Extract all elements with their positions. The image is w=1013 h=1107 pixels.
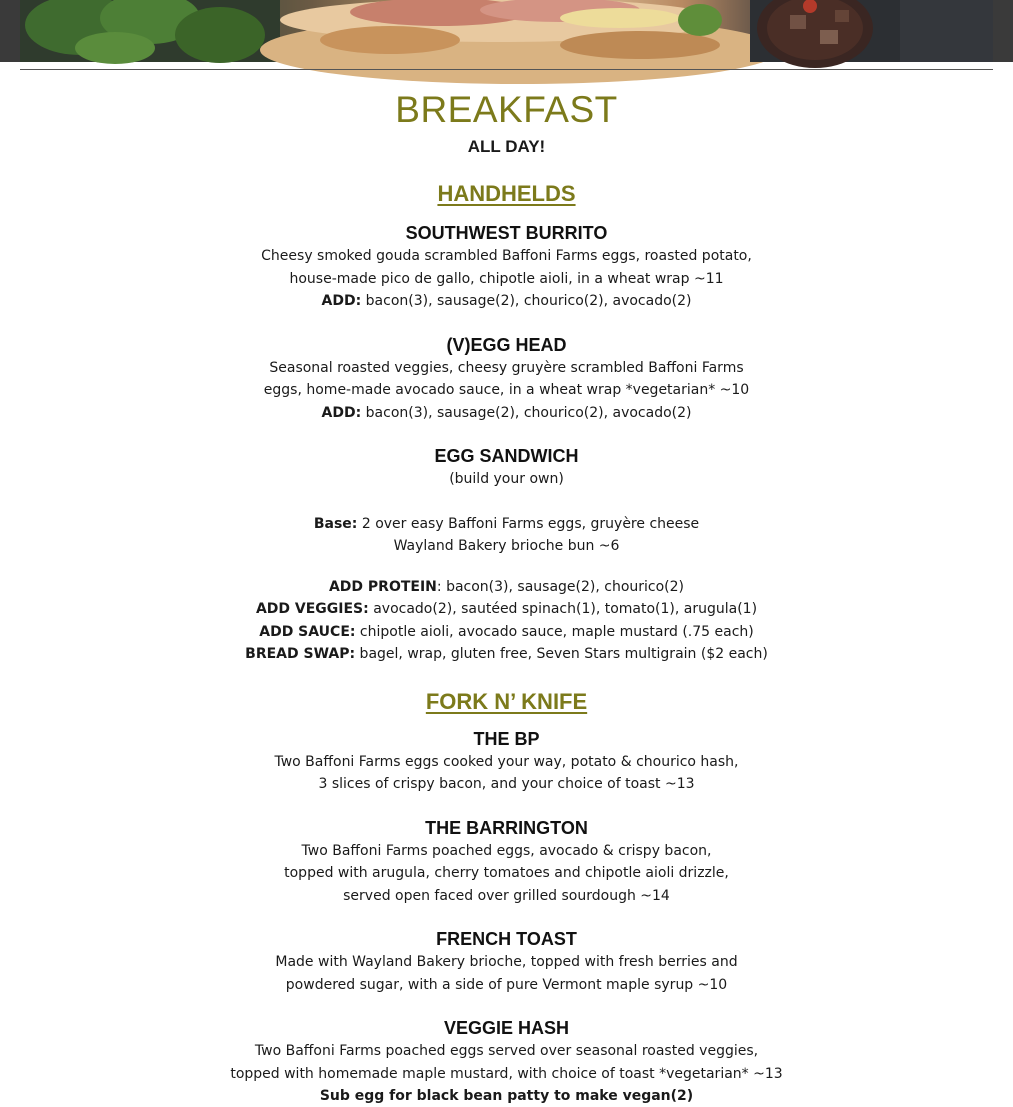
item-name: EGG SANDWICH <box>434 446 579 466</box>
add-veggies-text: avocado(2), sautéed spinach(1), tomato(1), arugula(1) <box>368 601 758 617</box>
item-description: Made with Wayland Bakery brioche, topped with fresh berries and <box>275 954 738 970</box>
sandwich-base-bun: Wayland Bakery brioche bun ~6 <box>393 538 620 554</box>
item-name: THE BARRINGTON <box>425 817 588 838</box>
add-sauce-label: ADD SAUCE: <box>259 623 356 640</box>
addons-label: ADD: <box>321 293 362 309</box>
addons-label: ADD: <box>321 404 362 421</box>
item-name: (V)EGG HEAD <box>446 334 567 355</box>
add-sauce-text: chipotle aioli, avocado sauce, maple mustard (.75 each) <box>355 623 754 640</box>
sandwich-base <box>0 513 1013 536</box>
item-addons <box>0 290 1013 313</box>
item-description: Cheesy smoked gouda scrambled Baffoni Farms eggs, roasted potato, <box>261 248 752 264</box>
menu-item-french-toast <box>0 927 1013 996</box>
page-edge-right <box>993 0 1013 62</box>
menu-item-southwest-burrito <box>0 221 1013 313</box>
hero-food-photo <box>20 0 993 62</box>
section-heading-fork-n-knife: FORK N’ KNIFE <box>425 688 588 714</box>
divider-rule <box>20 69 993 70</box>
item-description: topped with arugula, cherry tomatoes and chipotle aioli drizzle, <box>284 865 729 881</box>
item-name: VEGGIE HASH <box>443 1018 570 1038</box>
item-description: powdered sugar, with a side of pure Vermont maple syrup ~10 <box>285 976 728 993</box>
item-description: Seasonal roasted veggies, cheesy gruyère scrambled Baffoni Farms <box>269 359 744 376</box>
add-protein-text: : bacon(3), sausage(2), chourico(2) <box>436 578 685 595</box>
add-protein-label: ADD PROTEIN <box>328 578 437 595</box>
bread-swap <box>0 643 1013 666</box>
page-edge-left <box>0 0 20 62</box>
vegan-substitution-note: Sub egg for black bean patty to make vegan(2) <box>319 1088 694 1104</box>
menu-item-egg-head <box>0 333 1013 425</box>
menu-item-egg-sandwich <box>0 444 1013 666</box>
item-description: 3 slices of crispy bacon, and your choice of toast ~13 <box>318 776 695 792</box>
menu-title: BREAKFAST <box>395 89 618 130</box>
base-label: Base: <box>313 515 358 532</box>
item-addons <box>0 402 1013 425</box>
item-description: topped with homemade maple mustard, with choice of toast *vegetarian* ~13 <box>230 1065 783 1082</box>
item-name: FRENCH TOAST <box>436 929 577 949</box>
item-description: house-made pico de gallo, chipotle aioli, in a wheat wrap ~11 <box>289 270 724 287</box>
add-veggies-label: ADD VEGGIES: <box>255 601 369 617</box>
add-veggies <box>0 598 1013 621</box>
item-name: SOUTHWEST BURRITO <box>405 223 608 243</box>
section-heading-handhelds: HANDHELDS <box>437 181 576 206</box>
item-description: Two Baffoni Farms eggs cooked your way, potato & chourico hash, <box>274 753 739 770</box>
addons-text: bacon(3), sausage(2), chourico(2), avocado(2) <box>361 293 692 309</box>
item-note: (build your own) <box>449 471 564 487</box>
menu-item-veggie-hash <box>0 1016 1013 1107</box>
base-text: 2 over easy Baffoni Farms eggs, gruyère cheese <box>357 515 700 532</box>
hero-photo-illustration <box>20 0 993 62</box>
menu-item-the-bp <box>0 727 1013 796</box>
menu-subtitle: ALL DAY! <box>467 137 546 156</box>
addons-text: bacon(3), sausage(2), chourico(2), avocado(2) <box>361 404 692 421</box>
add-protein <box>0 576 1013 599</box>
item-name: THE BP <box>473 728 540 749</box>
item-description: eggs, home-made avocado sauce, in a wheat wrap *vegetarian* ~10 <box>263 382 750 398</box>
menu-content <box>0 88 1013 1107</box>
bread-swap-label: BREAD SWAP: <box>245 646 356 662</box>
add-sauce <box>0 621 1013 644</box>
item-description: Two Baffoni Farms poached eggs served over seasonal roasted veggies, <box>254 1043 759 1059</box>
menu-item-the-barrington <box>0 816 1013 908</box>
item-description: served open faced over grilled sourdough ~14 <box>343 887 670 904</box>
item-description: Two Baffoni Farms poached eggs, avocado & crispy bacon, <box>301 842 712 859</box>
bread-swap-text: bagel, wrap, gluten free, Seven Stars multigrain ($2 each) <box>355 646 768 662</box>
